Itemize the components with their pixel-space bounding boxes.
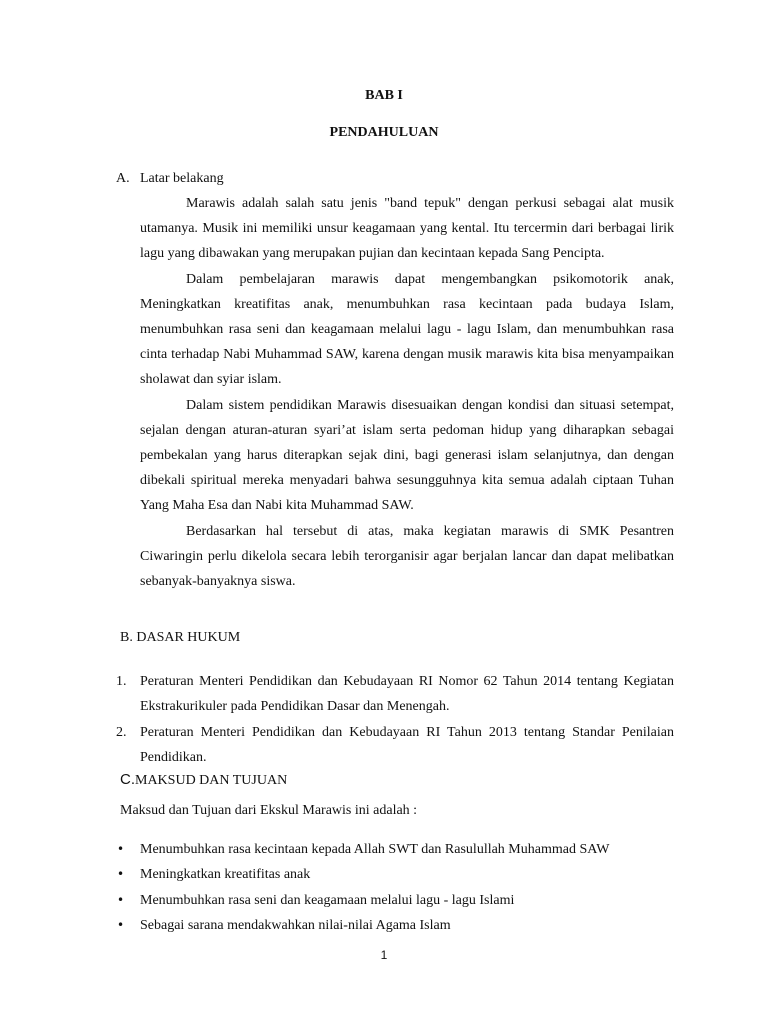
section-c-marker: C. [120, 771, 135, 788]
purpose-item [116, 837, 674, 862]
bullet-icon: • [117, 867, 125, 882]
legal-basis-text: Peraturan Menteri Pendidikan dan Kebudayaan RI Tahun 2013 tentang Standar Penilaian Pendidikan. [140, 724, 674, 766]
section-c-heading [120, 771, 287, 789]
purpose-item [116, 862, 674, 887]
purpose-text: Menumbuhkan rasa kecintaan kepada Allah SWT dan Rasulullah Muhammad SAW [140, 842, 610, 857]
chapter-title: PENDAHULUAN [329, 125, 439, 140]
section-b-heading [120, 630, 240, 646]
paragraph-4: Berdasarkan hal tersebut di atas, maka kegiatan marawis di SMK Pesantren Ciwaringin perlu dikelola secara lebih terorganisir agar berjalan lancar dan dapat melibatkan sebanyak-banyaknya siswa. [140, 523, 674, 590]
purpose-list [116, 837, 674, 939]
purpose-text: Menumbuhkan rasa seni dan keagamaan melalui lagu - lagu Islami [140, 892, 515, 908]
purpose-item [116, 888, 674, 913]
section-a-title: Latar belakang [140, 171, 224, 186]
section-a-marker: A. [116, 171, 130, 186]
legal-basis-number: 2. [116, 724, 127, 740]
section-b-title: DASAR HUKUM [136, 630, 241, 645]
legal-basis-item [116, 720, 674, 771]
section-a-heading [116, 171, 224, 187]
purpose-text: Meningkatkan kreatifitas anak [140, 867, 311, 883]
purpose-text: Sebagai sarana mendakwahkan nilai-nilai Agama Islam [140, 918, 451, 934]
legal-basis-item [116, 669, 674, 720]
purpose-intro: Maksud dan Tujuan dari Ekskul Marawis ini adalah : [120, 803, 418, 818]
bullet-icon: • [117, 892, 125, 907]
purpose-item [116, 913, 674, 938]
legal-basis-text: Peraturan Menteri Pendidikan dan Kebudayaan RI Nomor 62 Tahun 2014 tentang Kegiatan Ekstrakurikuler pada Pendidikan Dasar dan Menengah. [140, 674, 674, 715]
paragraph-3: Dalam sistem pendidikan Marawis disesuaikan dengan kondisi dan situasi setempat, sejalan dengan aturan-aturan syari’at islam serta pedoman hidup yang diharapkan sebagai pembekalan yang harus diterapkan sejak dini, bagi generasi islam selanjutnya, dan dengan dibekali spiritual mereka menyadari bahwa sesungguhnya kita semua adalah ciptaan Tuhan Yang Maha Esa dan Nabi kita Muhammad SAW. [140, 397, 674, 514]
legal-basis-list [116, 669, 674, 771]
paragraph-1: Marawis adalah salah satu jenis "band tepuk" dengan perkusi sebagai alat musik utamanya. Musik ini memiliki unsur keagamaan yang kental. Itu tercermin dari berbagai lirik lagu yang dibawakan yang merupakan pujian dan kecintaan kepada Sang Pencipta. [140, 196, 674, 262]
bullet-icon: • [117, 918, 125, 933]
chapter-number: BAB I [365, 88, 403, 103]
section-b-marker: B. [120, 630, 133, 645]
background-paragraphs [140, 191, 674, 594]
page-number: 1 [380, 948, 388, 962]
bullet-icon: • [117, 842, 125, 856]
section-c-title: MAKSUD DAN TUJUAN [135, 773, 288, 788]
legal-basis-number: 1. [116, 674, 127, 689]
paragraph-2: Dalam pembelajaran marawis dapat mengembangkan psikomotorik anak, Meningkatkan kreatifitas anak, menumbuhkan rasa kecintaan pada budaya Islam, menumbuhkan rasa seni dan keagamaan melalui lagu - lagu Islam, dan menumbuhkan rasa cinta terhadap Nabi Muhammad SAW, karena dengan musik marawis kita bisa menyampaikan sholawat dan syiar islam. [140, 271, 674, 388]
